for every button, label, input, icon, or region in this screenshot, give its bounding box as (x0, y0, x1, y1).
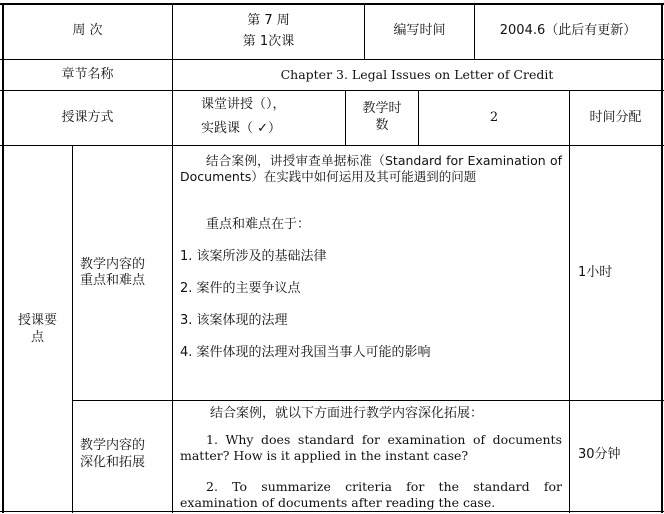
extension-time: 30分钟 (578, 447, 621, 462)
row-divider-1 (0, 59, 664, 60)
key-focus: 重点和难点在于： (206, 217, 311, 232)
extension-intro: 结合案例，就以下方面进行教学内容深化拓展： (210, 406, 484, 421)
chapter-value: Chapter 3. Legal Issues on Letter of Credit (280, 67, 554, 82)
key-item-4: 4. 案件体现的法理对我国当事人可能的影响 (180, 345, 431, 360)
key-item-3: 3. 该案体现的法理 (180, 313, 288, 328)
extension-label-line1: 教学内容的 (80, 438, 146, 453)
method-label: 授课方式 (61, 110, 114, 125)
hours-label-line2: 数 (375, 118, 389, 133)
key-item-1: 1. 该案所涉及的基础法律 (180, 249, 327, 264)
chapter-label: 章节名称 (61, 67, 114, 82)
points-label-line1: 授课要 (17, 313, 57, 328)
hours-label-line1: 教学时 (362, 101, 402, 116)
key-intro: 结合案例，讲授审查单据标准（Standard for Examination of Documents）在实践中如何运用及其可能遇到的问题 (180, 153, 562, 184)
extension-question-1: 1. Why does standard for examination of documents matter? How is it applied in the instant case? (180, 432, 562, 463)
class-value: 第 1次课 (242, 34, 295, 49)
key-label-line2: 重点和难点 (80, 273, 146, 288)
col-divider-points (72, 145, 73, 513)
row-divider-4 (72, 400, 664, 401)
points-label-line2: 点 (30, 330, 44, 345)
col-divider-time (569, 90, 570, 513)
table-right-border (661, 3, 663, 513)
week-value: 第 7 周 (247, 13, 290, 28)
key-label-line1: 教学内容的 (80, 257, 146, 272)
week-label: 周 次 (72, 23, 103, 38)
row-divider-3 (0, 145, 664, 146)
key-time: 1小时 (578, 265, 613, 280)
method-practice: 实践课（ ✓） (201, 121, 282, 136)
col-divider-sub (172, 145, 173, 513)
hours-value: 2 (489, 110, 499, 125)
row-divider-2 (0, 90, 664, 91)
extension-label-line2: 深化和拓展 (80, 455, 146, 470)
written-time-label: 编写时间 (393, 23, 446, 38)
table-top-border (0, 3, 664, 5)
written-time-value: 2004.6（此后有更新） (499, 23, 637, 38)
table-bottom-border (0, 511, 664, 512)
method-classroom: 课堂讲授（）， (201, 97, 286, 112)
time-alloc-label: 时间分配 (589, 110, 642, 125)
key-item-2: 2. 案件的主要争议点 (180, 281, 301, 296)
extension-question-2: 2. To summarize criteria for the standard for examination of documents after reading the case. (180, 479, 562, 510)
